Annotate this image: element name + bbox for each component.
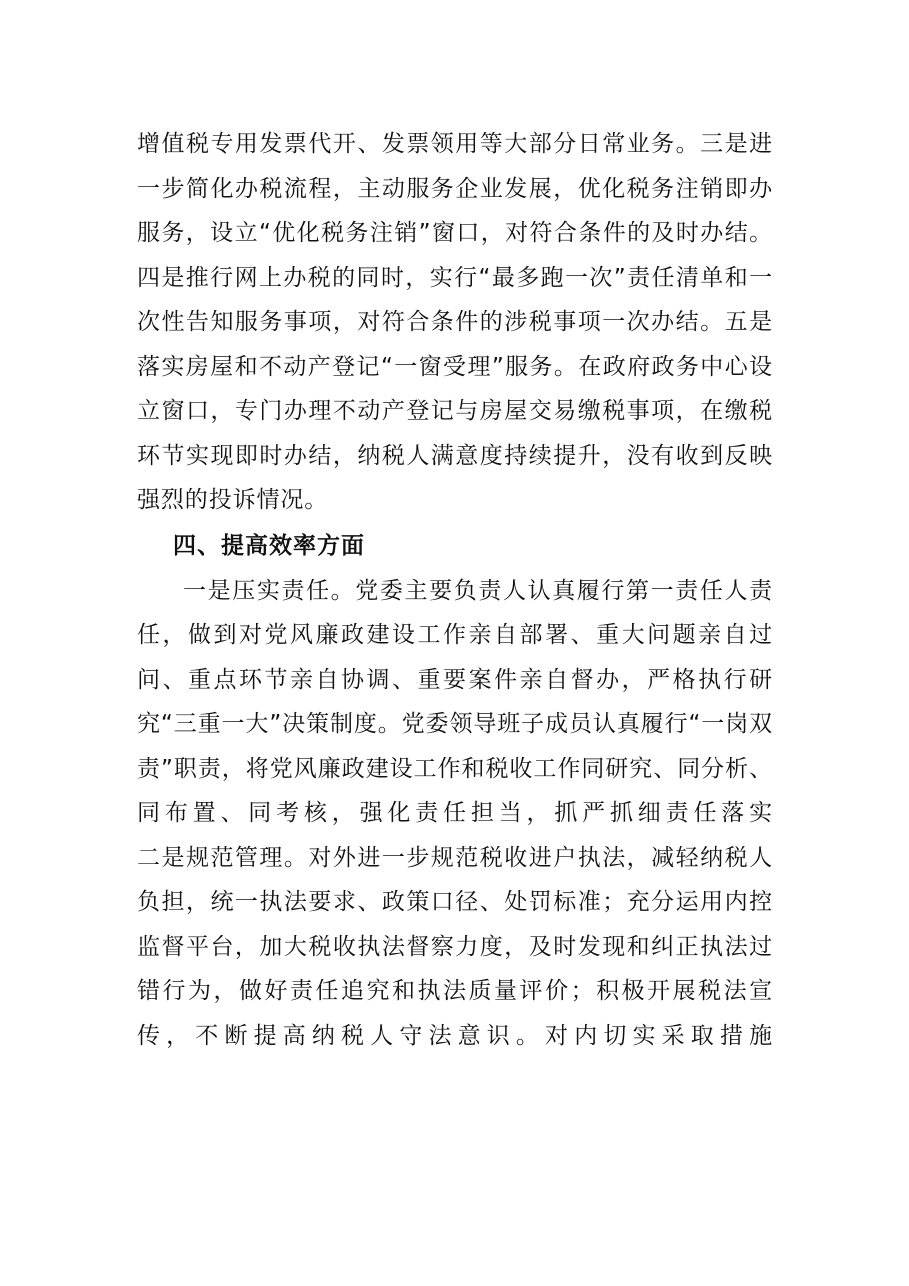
paragraph-responsibility: 一是压实责任。党委主要负责人认真履行第一责任人责任，做到对党风廉政建设工作亲自部署、重大问题亲自过问、重点环节亲自协调、重要案件亲自督办，严格执行研究“三重一大”决策制度。党委领导班子成员认真履行“一岗双责”职责，将党风廉政建设工作和税收工作同研究、同分析、同布置、同考核，强化责任担当，抓严抓细责任落实 xyxy=(137,577,773,826)
paragraph-tax-services: 增值税专用发票代开、发票领用等大部分日常业务。三是进一步简化办税流程，主动服务企业发展，优化税务注销即办服务，设立“优化税务注销”窗口，对符合条件的及时办结。四是推行网上办税的同时，实行“最多跑一次”责任清单和一次性告知服务事项，对符合条件的涉税事项一次办结。五是落实房屋和不动产登记“一窗受理”服务。在政府政务中心设立窗口，专门办理不动产登记与房屋交易缴税事项，在缴税环节实现即时办结，纳税人满意度持续提升，没有收到反映强烈的投诉情况。 xyxy=(137,131,773,513)
document-body xyxy=(137,122,773,1058)
paragraph-management: 二是规范管理。对外进一步规范税收进户执法，减轻纳税人负担，统一执法要求、政策口径、处罚标准；充分运用内控监督平台，加大税收执法督察力度，及时发现和纠正执法过错行为，做好责任追究和执法质量评价；积极开展税法宣传，不断提高纳税人守法意识。对内切实采取措施 xyxy=(137,844,773,1049)
section-heading-efficiency: 四、提高效率方面 xyxy=(173,532,365,559)
